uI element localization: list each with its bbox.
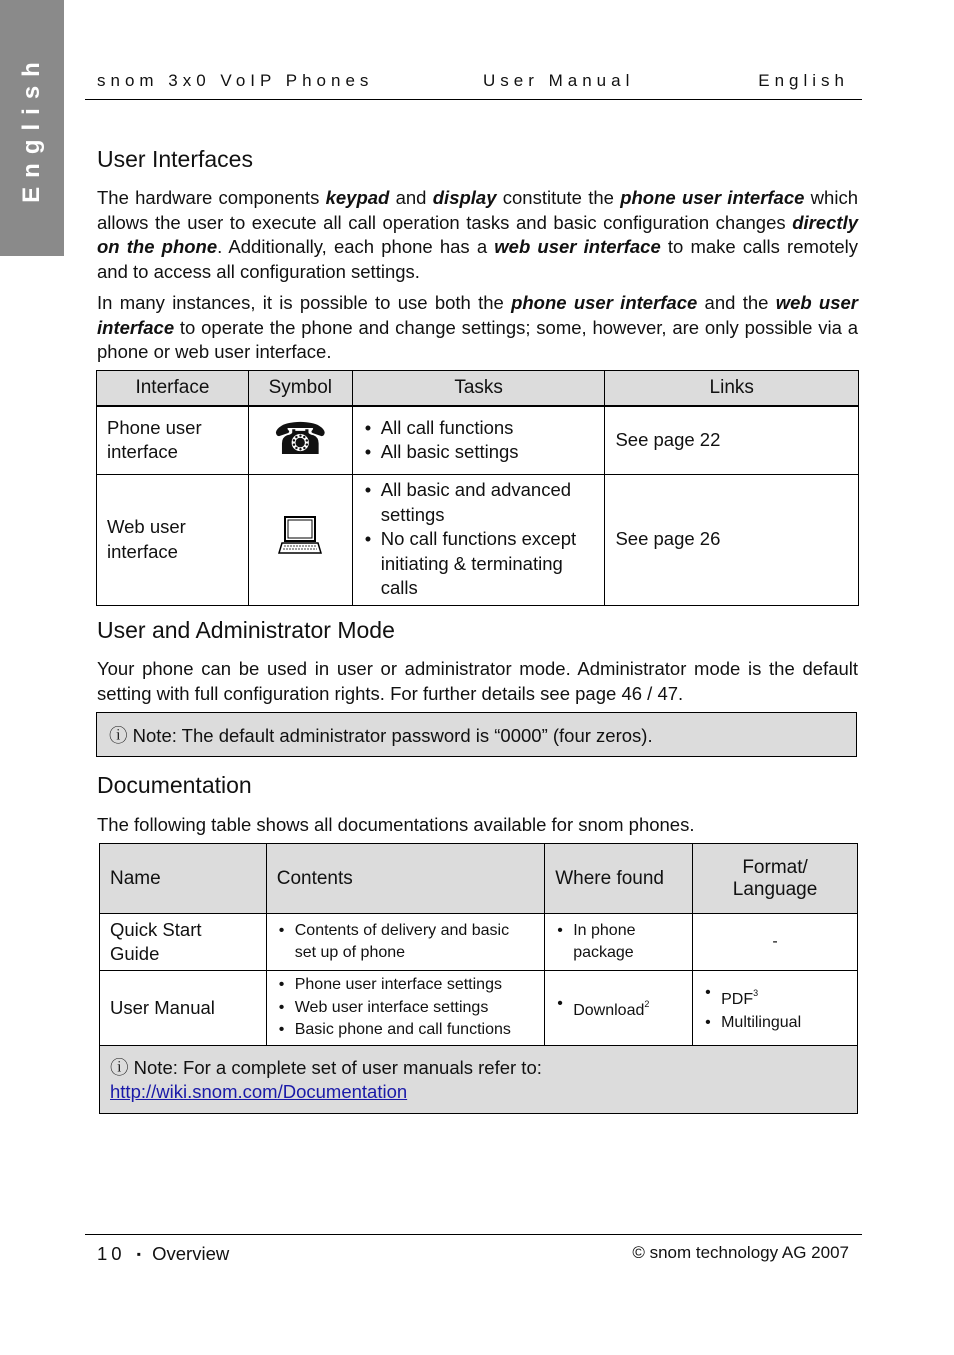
- interface-name: Web user interface: [97, 474, 249, 605]
- footer-left: [97, 1243, 229, 1265]
- documentation-table-header: [100, 844, 858, 914]
- doc-where-found: [545, 914, 693, 971]
- footnote-ref: 3: [753, 988, 759, 998]
- paragraph-admin-mode: Your phone can be used in user or administrator mode. Administrator mode is the default setting with full configuration rights. For further details see page 46 / 47.: [97, 658, 858, 704]
- paragraph-hardware-components: The hardware components keypad and display constitute the phone user interface which allows the user to execute all call operation tasks and basic configuration changes directly on the phone. Additionally, each phone has a web user interface to make calls remotely and to access all configuration settings.: [97, 187, 858, 282]
- column-header-interface: Interface: [97, 371, 249, 407]
- telephone-icon: ☎: [272, 415, 328, 465]
- footer-bullet: ▪: [136, 1247, 141, 1261]
- interface-name: Phone user interface: [97, 406, 249, 474]
- link-cell: See page 22: [605, 406, 859, 474]
- column-header-where-found: Where found: [545, 844, 693, 914]
- column-header-contents: Contents: [266, 844, 544, 914]
- term-keypad: keypad: [325, 187, 390, 208]
- doc-name: Quick Start Guide: [100, 914, 267, 971]
- term-phone-user-interface: phone user interface: [620, 187, 805, 208]
- note-text: : For a complete set of user manuals refer to:: [172, 1056, 542, 1078]
- page-number: 10: [97, 1243, 126, 1264]
- tasks-cell: [352, 406, 605, 474]
- footer-rule: [85, 1234, 862, 1235]
- documentation-table: [99, 843, 858, 1114]
- list-item: • In phone package: [555, 920, 682, 965]
- paragraph-both-interfaces: In many instances, it is possible to use both the phone user interface and the web user interface to operate the phone and change settings; some, however, are only possible via a phone or web user interface.: [97, 292, 859, 362]
- doc-contents: [266, 914, 544, 971]
- doc-contents: [266, 971, 544, 1046]
- tasks-cell: [352, 474, 605, 605]
- list-item: • Download$^2$: [555, 993, 682, 1023]
- list-item: • Multilingual: [703, 1012, 847, 1035]
- doc-format: -: [693, 914, 858, 971]
- table-row: [100, 971, 858, 1046]
- list-item: • Basic phone and call functions: [277, 1019, 534, 1042]
- info-icon: ⓘ: [110, 1056, 129, 1078]
- column-header-tasks: Tasks: [352, 371, 605, 407]
- list-item: • All basic and advanced settings: [363, 478, 595, 527]
- link-cell: See page 26: [605, 474, 859, 605]
- list-item: • All call functions: [363, 416, 595, 441]
- note-text: : The default administrator password is “0000” (four zeros).: [171, 725, 653, 746]
- doc-name: User Manual: [100, 971, 267, 1046]
- symbol-cell: [248, 406, 352, 474]
- paragraph-documentation: The following table shows all documentations available for snom phones.: [97, 814, 695, 835]
- column-header-format-language: Format/ Language: [693, 844, 858, 914]
- list-item: • Contents of delivery and basic set up of phone: [277, 920, 534, 965]
- term-web-user-interface: web user interface: [494, 236, 661, 257]
- note-label: Note: [132, 725, 172, 746]
- computer-icon: [278, 515, 322, 557]
- term-display: display: [432, 187, 497, 208]
- header-center: User Manual: [483, 71, 635, 90]
- column-header-symbol: Symbol: [248, 371, 352, 407]
- footer-copyright: © snom technology AG 2007: [632, 1243, 849, 1262]
- header-rule: [85, 99, 862, 100]
- side-tab-label: English: [18, 53, 45, 203]
- list-item: • PDF$^3$: [703, 982, 847, 1012]
- documentation-link[interactable]: http://wiki.snom.com/Documentation: [110, 1080, 408, 1102]
- doc-format: [693, 971, 858, 1046]
- term-web-user-interface: web user interface: [97, 292, 859, 338]
- footnote-ref: 2: [644, 999, 650, 1010]
- header-left: snom 3x0 VoIP Phones: [97, 71, 374, 90]
- column-header-name: Name: [100, 844, 267, 914]
- note-documentation: [100, 1046, 858, 1114]
- note-admin-password: [96, 712, 857, 757]
- list-item: • All basic settings: [363, 440, 595, 465]
- note-label: Note: [133, 1056, 173, 1078]
- column-header-links: Links: [605, 371, 859, 407]
- header-right: English: [758, 71, 849, 90]
- table-row: [97, 474, 859, 605]
- section-title-documentation: Documentation: [97, 772, 252, 798]
- section-title-user-interfaces: User Interfaces: [97, 146, 253, 172]
- documentation-note-row: [100, 1046, 858, 1114]
- term-phone-user-interface: phone user interface: [511, 292, 698, 313]
- term-directly-on-phone: directly on the phone: [97, 211, 858, 257]
- list-item: • Phone user interface settings: [277, 974, 534, 997]
- table-row: [97, 406, 859, 474]
- interface-table-header: [97, 371, 859, 407]
- footer-section: Overview: [152, 1243, 230, 1264]
- language-side-tab: [0, 0, 64, 256]
- doc-where-found: [545, 971, 693, 1046]
- list-item: • No call functions except initiating & terminating calls: [363, 527, 595, 601]
- section-title-admin-mode: User and Administrator Mode: [97, 617, 395, 643]
- symbol-cell: [248, 474, 352, 605]
- list-item: • Web user interface settings: [277, 997, 534, 1020]
- info-icon: ⓘ: [109, 725, 128, 746]
- table-row: [100, 914, 858, 971]
- interface-table: [96, 370, 859, 606]
